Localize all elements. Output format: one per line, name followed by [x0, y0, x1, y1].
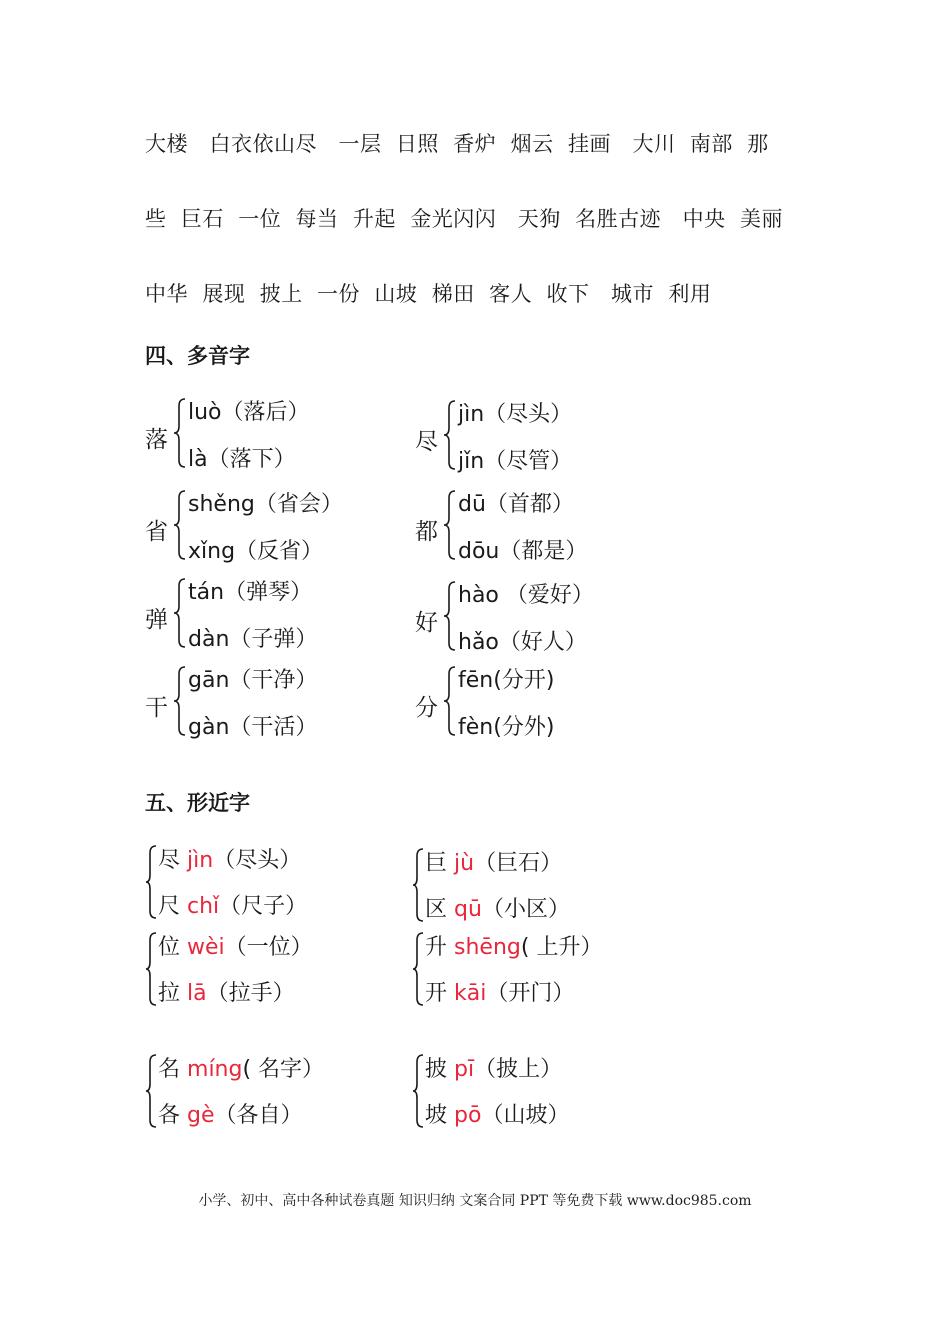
similar-row-1: 巨 jù（巨石） [425, 851, 563, 876]
polyphonic-char: 干 [145, 695, 168, 721]
reading-2: là（落下） [188, 447, 296, 472]
reading-2: fèn(分外) [458, 715, 555, 740]
brace-icon [443, 581, 457, 651]
vocab-line-3: 中华 展现 披上 一份 山坡 梯田 客人 收下 城市 利用 [145, 282, 712, 306]
reading-1: gān（干净） [188, 668, 318, 693]
reading-1: luò（落后） [188, 400, 310, 425]
brace-icon [145, 845, 157, 919]
brace-icon [412, 848, 424, 922]
brace-icon [173, 666, 187, 736]
section-heading-polyphonic: 四、多音字 [145, 344, 250, 368]
brace-icon [412, 1054, 424, 1128]
reading-1: dū（首都） [458, 492, 574, 517]
reading-1: jìn（尽头） [458, 402, 573, 427]
reading-1: hào （爱好） [458, 583, 594, 608]
vocab-line-1: 大楼 白衣依山尽 一层 日照 香炉 烟云 挂画 大川 南部 那 [145, 132, 769, 156]
polyphonic-char: 省 [145, 519, 168, 545]
similar-row-2: 各 gè（各自） [158, 1103, 303, 1128]
reading-1: shěng（省会） [188, 492, 343, 517]
reading-2: dàn（子弹） [188, 627, 318, 652]
reading-2: jǐn（尽管） [458, 449, 573, 474]
reading-2: xǐng（反省） [188, 539, 324, 564]
brace-icon [443, 490, 457, 560]
brace-icon [412, 932, 424, 1006]
polyphonic-char: 都 [415, 519, 438, 545]
section-heading-similar-chars: 五、形近字 [145, 791, 250, 815]
similar-row-2: 拉 lā（拉手） [158, 981, 295, 1006]
polyphonic-char: 分 [415, 695, 438, 721]
brace-icon [145, 1054, 157, 1128]
reading-1: fēn(分开) [458, 668, 555, 693]
polyphonic-char: 好 [415, 610, 438, 636]
brace-icon [173, 578, 187, 648]
brace-icon [443, 666, 457, 736]
footer-text: 小学、初中、高中各种试卷真题 知识归纳 文案合同 PPT 等免费下载 www.doc985.com [198, 1193, 752, 1209]
reading-1: tán（弹琴） [188, 580, 313, 605]
similar-row-1: 名 míng( 名字） [158, 1057, 325, 1082]
polyphonic-char: 尽 [415, 429, 438, 455]
reading-2: hǎo（好人） [458, 630, 587, 655]
similar-row-2: 坡 pō（山坡） [425, 1103, 570, 1128]
similar-row-2: 尺 chǐ（尺子） [158, 894, 308, 919]
brace-icon [173, 398, 187, 468]
similar-row-1: 尽 jìn（尽头） [158, 848, 302, 873]
similar-row-1: 披 pī（披上） [425, 1057, 563, 1082]
brace-icon [443, 400, 457, 470]
reading-2: gàn（干活） [188, 715, 318, 740]
similar-row-1: 位 wèi（一位） [158, 935, 313, 960]
brace-icon [173, 490, 187, 560]
similar-row-2: 区 qū（小区） [425, 897, 570, 922]
polyphonic-char: 落 [145, 427, 168, 453]
polyphonic-char: 弹 [145, 607, 168, 633]
reading-2: dōu（都是） [458, 539, 588, 564]
vocab-line-2: 些 巨石 一位 每当 升起 金光闪闪 天狗 名胜古迹 中央 美丽 [145, 207, 784, 231]
similar-row-2: 开 kāi（开门） [425, 981, 575, 1006]
brace-icon [145, 932, 157, 1006]
similar-row-1: 升 shēng( 上升） [425, 935, 603, 960]
